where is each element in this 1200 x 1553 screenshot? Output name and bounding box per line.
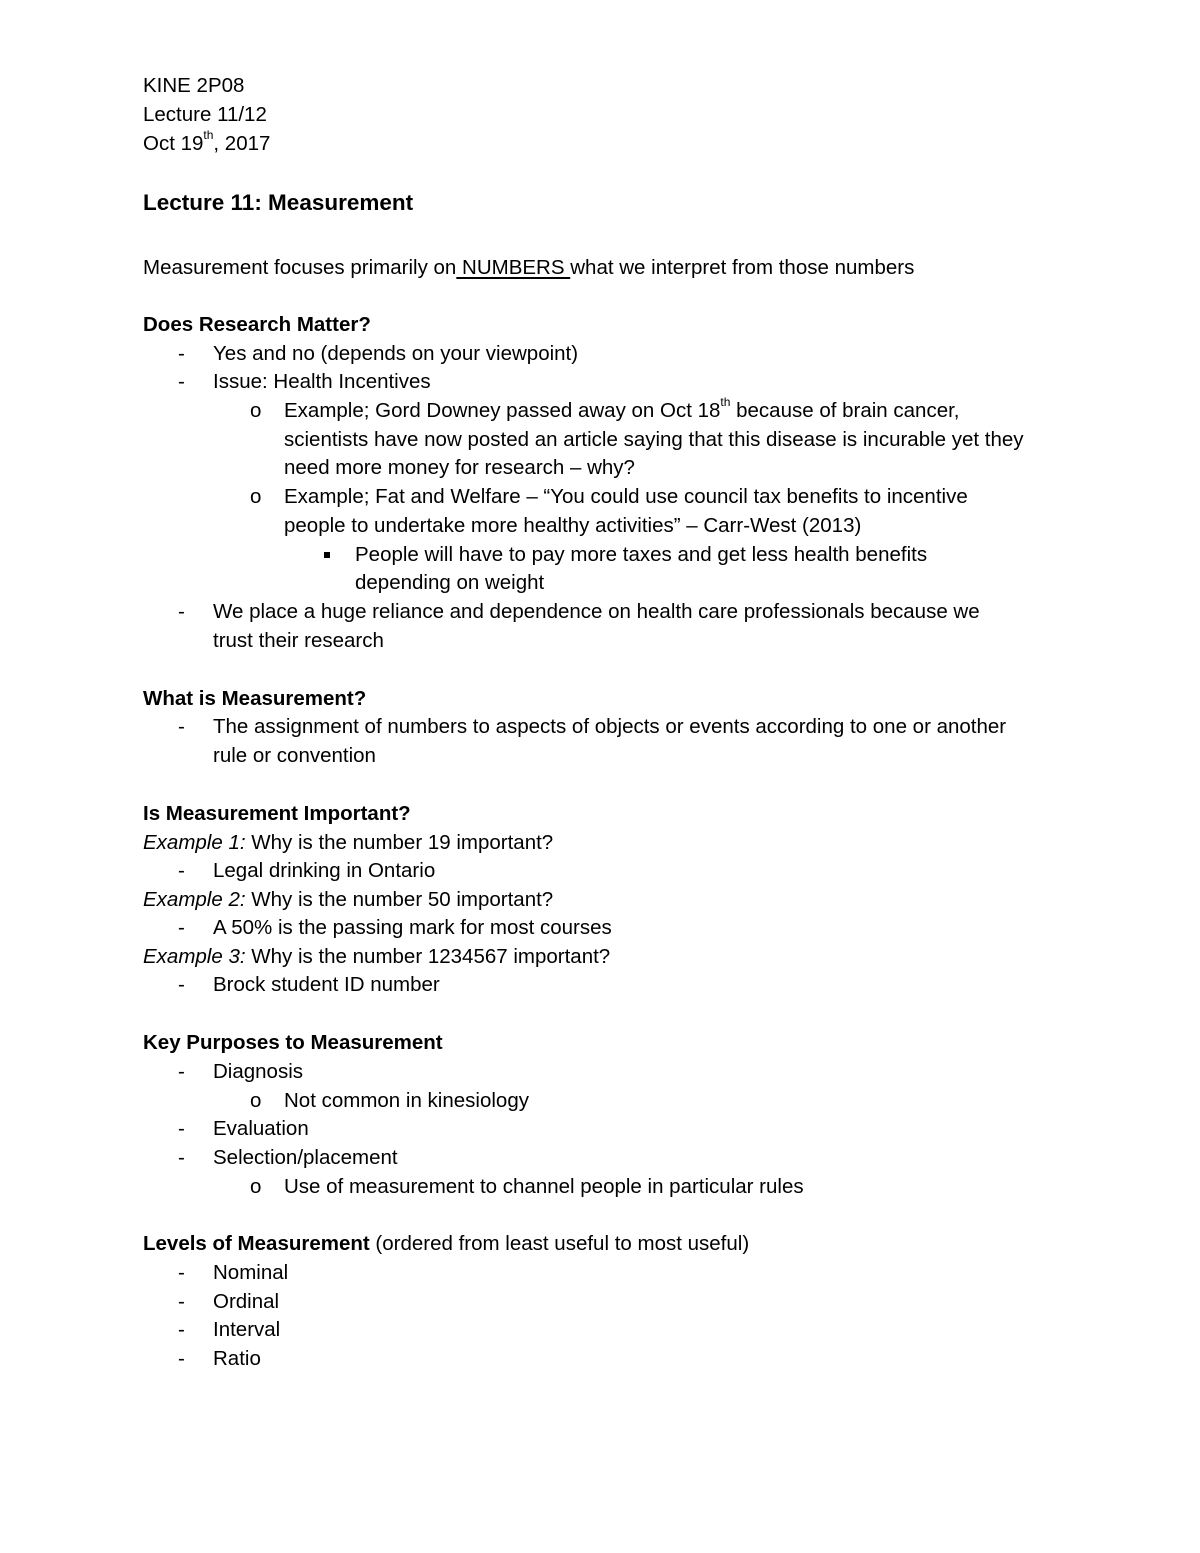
sub-list-item-continuation: people to undertake more healthy activities” – Carr-West (2013) [284, 514, 862, 537]
section-heading-what-is-measurement: What is Measurement? [143, 687, 367, 710]
sub-sub-list-item-continuation: depending on weight [355, 571, 545, 594]
example-question: Example 3: Why is the number 1234567 important? [143, 945, 611, 968]
section-heading-is-measurement-important: Is Measurement Important? [143, 802, 411, 825]
intro-paragraph: Measurement focuses primarily on NUMBERS what we interpret from those numbers [143, 256, 915, 279]
page-title: Lecture 11: Measurement [143, 190, 414, 215]
dash-bullet: - [178, 1290, 185, 1313]
circle-bullet: o [250, 1089, 262, 1112]
sub-list-item-continuation: scientists have now posted an article saying that this disease is incurable yet they [284, 428, 1024, 451]
dash-bullet: - [178, 1117, 185, 1140]
section-heading-levels-of-measurement: Levels of Measurement (ordered from least useful to most useful) [143, 1232, 750, 1255]
dash-bullet: - [178, 1347, 185, 1370]
section-heading-key-purposes: Key Purposes to Measurement [143, 1031, 443, 1054]
dash-bullet: - [178, 1146, 185, 1169]
dash-bullet: - [178, 973, 185, 996]
circle-bullet: o [250, 399, 262, 422]
square-bullet [324, 552, 330, 558]
dash-bullet: - [178, 715, 185, 738]
dash-bullet: - [178, 600, 185, 623]
list-item-continuation: trust their research [213, 629, 384, 652]
dash-bullet: - [178, 1261, 185, 1284]
document-page: KINE 2P08 Lecture 11/12 Oct 19th, 2017 Lecture 11: Measurement Measurement focuses primarily on NUMBERS what we interpret from those numbers Does Research Matter? - Yes and no (depends on your viewpoint) - Issue: Health Incentives o Example; Gord Downey passed away on Oct 18th because of brain cancer, scientists have now posted an article saying that this disease is incurable yet they need more money for research – why? o Example; Fat and Welfare – “You could use council tax benefits to incentive people to undertake more healthy activities” – Carr-West (2013) People will have to pay more taxes and get less health benefits depending on weight - We place a huge reliance and dependence on health care professionals because we trust their research What is Measurement? - The assignment of numbers to aspects of objects or events according to one or another rule or convention Is Measurement Important? Example 1: Why is the number 19 important? - Legal drinking in Ontario Example 2: Why is the number 50 important? - A 50% is the passing mark for most courses Example 3: Why is the number 1234567 important? - Brock student ID number Key Purposes to Measurement - Diagnosis o Not common in kinesiology - Evaluation - Selection/placement o Use of measurement to channel people in particular rules Levels of Measurement (ordered from least useful to most useful) - Nominal - Ordinal - Interval - Ratio [0, 0, 1200, 1553]
lecture-number: Lecture 11/12 [143, 103, 267, 126]
circle-bullet: o [250, 485, 262, 508]
dash-bullet: - [178, 1318, 185, 1341]
dash-bullet: - [178, 370, 185, 393]
dash-bullet: - [178, 1060, 185, 1083]
sub-list-item-continuation: need more money for research – why? [284, 456, 635, 479]
section-heading-does-research-matter: Does Research Matter? [143, 313, 371, 336]
example-question: Example 2: Why is the number 50 important? [143, 888, 554, 911]
lecture-date: Oct 19th, 2017 [143, 128, 271, 155]
dash-bullet: - [178, 342, 185, 365]
list-item-continuation: rule or convention [213, 744, 376, 767]
example-question: Example 1: Why is the number 19 important? [143, 831, 554, 854]
dash-bullet: - [178, 859, 185, 882]
dash-bullet: - [178, 916, 185, 939]
circle-bullet: o [250, 1175, 262, 1198]
course-code: KINE 2P08 [143, 74, 245, 97]
